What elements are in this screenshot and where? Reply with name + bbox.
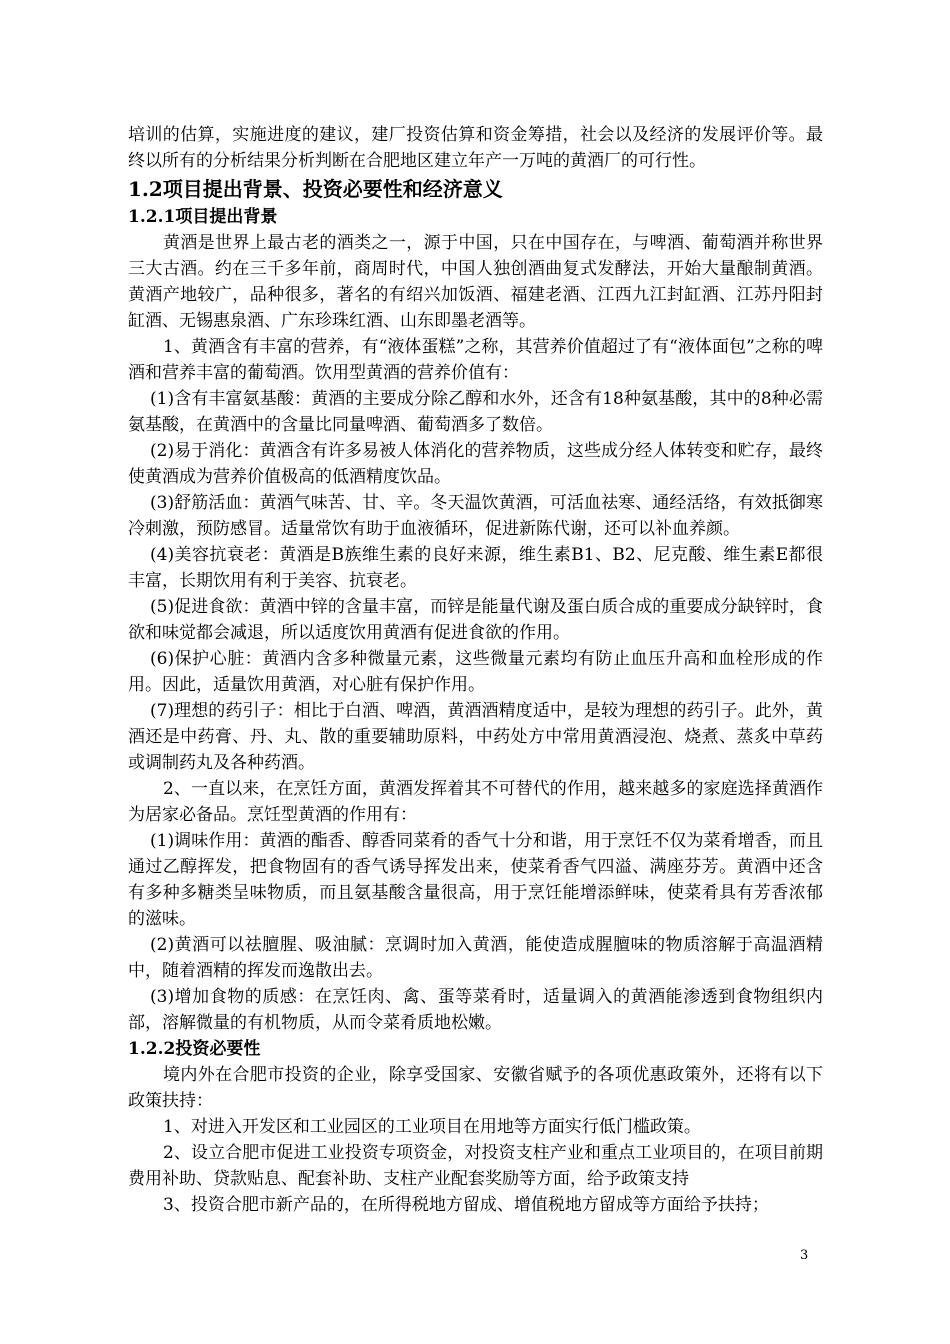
nutrition-item: (4)美容抗衰老：黄酒是B族维生素的良好来源，维生素B1、B2、尼克酸、维生素E都很丰富，长期饮用有利于美容、抗衰老。 [128, 545, 823, 591]
section-heading-1-2: 1.2项目提出背景、投资必要性和经济意义 [128, 177, 503, 201]
cooking-item: (1)调味作用：黄酒的酯香、醇香同菜肴的香气十分和谐，用于烹饪不仅为菜肴增香，而且通过乙醇挥发，把食物固有的香气诱导挥发出来，使菜肴香气四溢、满座芬芳。黄酒中还含有多种多糖类呈味物质，而且氨基酸含量很高，用于烹饪能增添鲜味，使菜肴具有芳香浓郁的滋味。 [128, 831, 823, 929]
intro-paragraph: 培训的估算，实施进度的建议，建厂投资估算和资金筹措，社会以及经济的发展评价等。最终以所有的分析结果分析判断在合肥地区建立年产一万吨的黄酒厂的可行性。 [128, 125, 823, 171]
nutrition-intro-paragraph: 1、黄酒含有丰富的营养，有“液体蛋糕”之称，其营养价值超过了有“液体面包”之称的啤酒和营养丰富的葡萄酒。饮用型黄酒的营养价值有： [128, 337, 823, 383]
page-number: 3 [800, 1248, 809, 1263]
subsection-heading-1-2-1: 1.2.1项目提出背景 [128, 207, 278, 227]
cooking-item: (2)黄酒可以祛膻腥、吸油腻：烹调时加入黄酒，能使造成腥膻味的物质溶解于高温酒精中，随着酒精的挥发而逸散出去。 [128, 935, 823, 981]
subsection-heading-1-2-2: 1.2.2投资必要性 [128, 1039, 261, 1059]
page-content [128, 122, 823, 1218]
nutrition-item: (1)含有丰富氨基酸：黄酒的主要成分除乙醇和水外，还含有18种氨基酸，其中的8种必需氨基酸，在黄酒中的含量比同量啤酒、葡萄酒多了数倍。 [128, 389, 823, 435]
policy-item: 2、设立合肥市促进工业投资专项资金，对投资支柱产业和重点工业项目的，在项目前期费用补助、贷款贴息、配套补助、支柱产业配套奖励等方面，给予政策支持 [128, 1143, 823, 1189]
policy-item: 1、对进入开发区和工业园区的工业项目在用地等方面实行低门槛政策。 [163, 1117, 701, 1137]
cooking-intro-paragraph: 2、一直以来，在烹饪方面，黄酒发挥着其不可替代的作用，越来越多的家庭选择黄酒作为居家必备品。烹饪型黄酒的作用有： [128, 779, 823, 825]
background-paragraph: 黄酒是世界上最古老的酒类之一，源于中国，只在中国存在，与啤酒、葡萄酒并称世界三大古酒。约在三千多年前，商周时代，中国人独创酒曲复式发酵法，开始大量酿制黄酒。黄酒产地较广，品种很多，著名的有绍兴加饭酒、福建老酒、江西九江封缸酒、江苏丹阳封缸酒、无锡惠泉酒、广东珍珠红酒、山东即墨老酒等。 [128, 233, 823, 331]
nutrition-item: (6)保护心脏：黄酒内含多种微量元素，这些微量元素均有防止血压升高和血栓形成的作用。因此，适量饮用黄酒，对心脏有保护作用。 [128, 649, 823, 695]
nutrition-item: (7)理想的药引子：相比于白酒、啤酒，黄酒酒精度适中，是较为理想的药引子。此外，黄酒还是中药膏、丹、丸、散的重要辅助原料，中药处方中常用黄酒浸泡、烧煮、蒸炙中草药或调制药丸及各种药酒。 [128, 701, 823, 773]
investment-paragraph: 境内外在合肥市投资的企业，除享受国家、安徽省赋予的各项优惠政策外，还将有以下政策扶持： [128, 1065, 823, 1111]
nutrition-item: (5)促进食欲：黄酒中锌的含量丰富，而锌是能量代谢及蛋白质合成的重要成分缺锌时，食欲和味觉都会减退，所以适度饮用黄酒有促进食欲的作用。 [128, 597, 823, 643]
nutrition-item: (3)舒筋活血：黄酒气味苦、甘、辛。冬天温饮黄酒，可活血祛寒、通经活络，有效抵御寒冷刺激，预防感冒。适量常饮有助于血液循环，促进新陈代谢，还可以补血养颜。 [128, 493, 823, 539]
cooking-item: (3)增加食物的质感：在烹饪肉、禽、蛋等菜肴时，适量调入的黄酒能渗透到食物组织内部，溶解微量的有机物质，从而令菜肴质地松嫩。 [128, 987, 823, 1033]
nutrition-item: (2)易于消化：黄酒含有许多易被人体消化的营养物质，这些成分经人体转变和贮存，最终使黄酒成为营养价值极高的低酒精度饮品。 [128, 441, 823, 487]
policy-item: 3、投资合肥市新产品的，在所得税地方留成、增值税地方留成等方面给予扶持； [163, 1195, 769, 1215]
